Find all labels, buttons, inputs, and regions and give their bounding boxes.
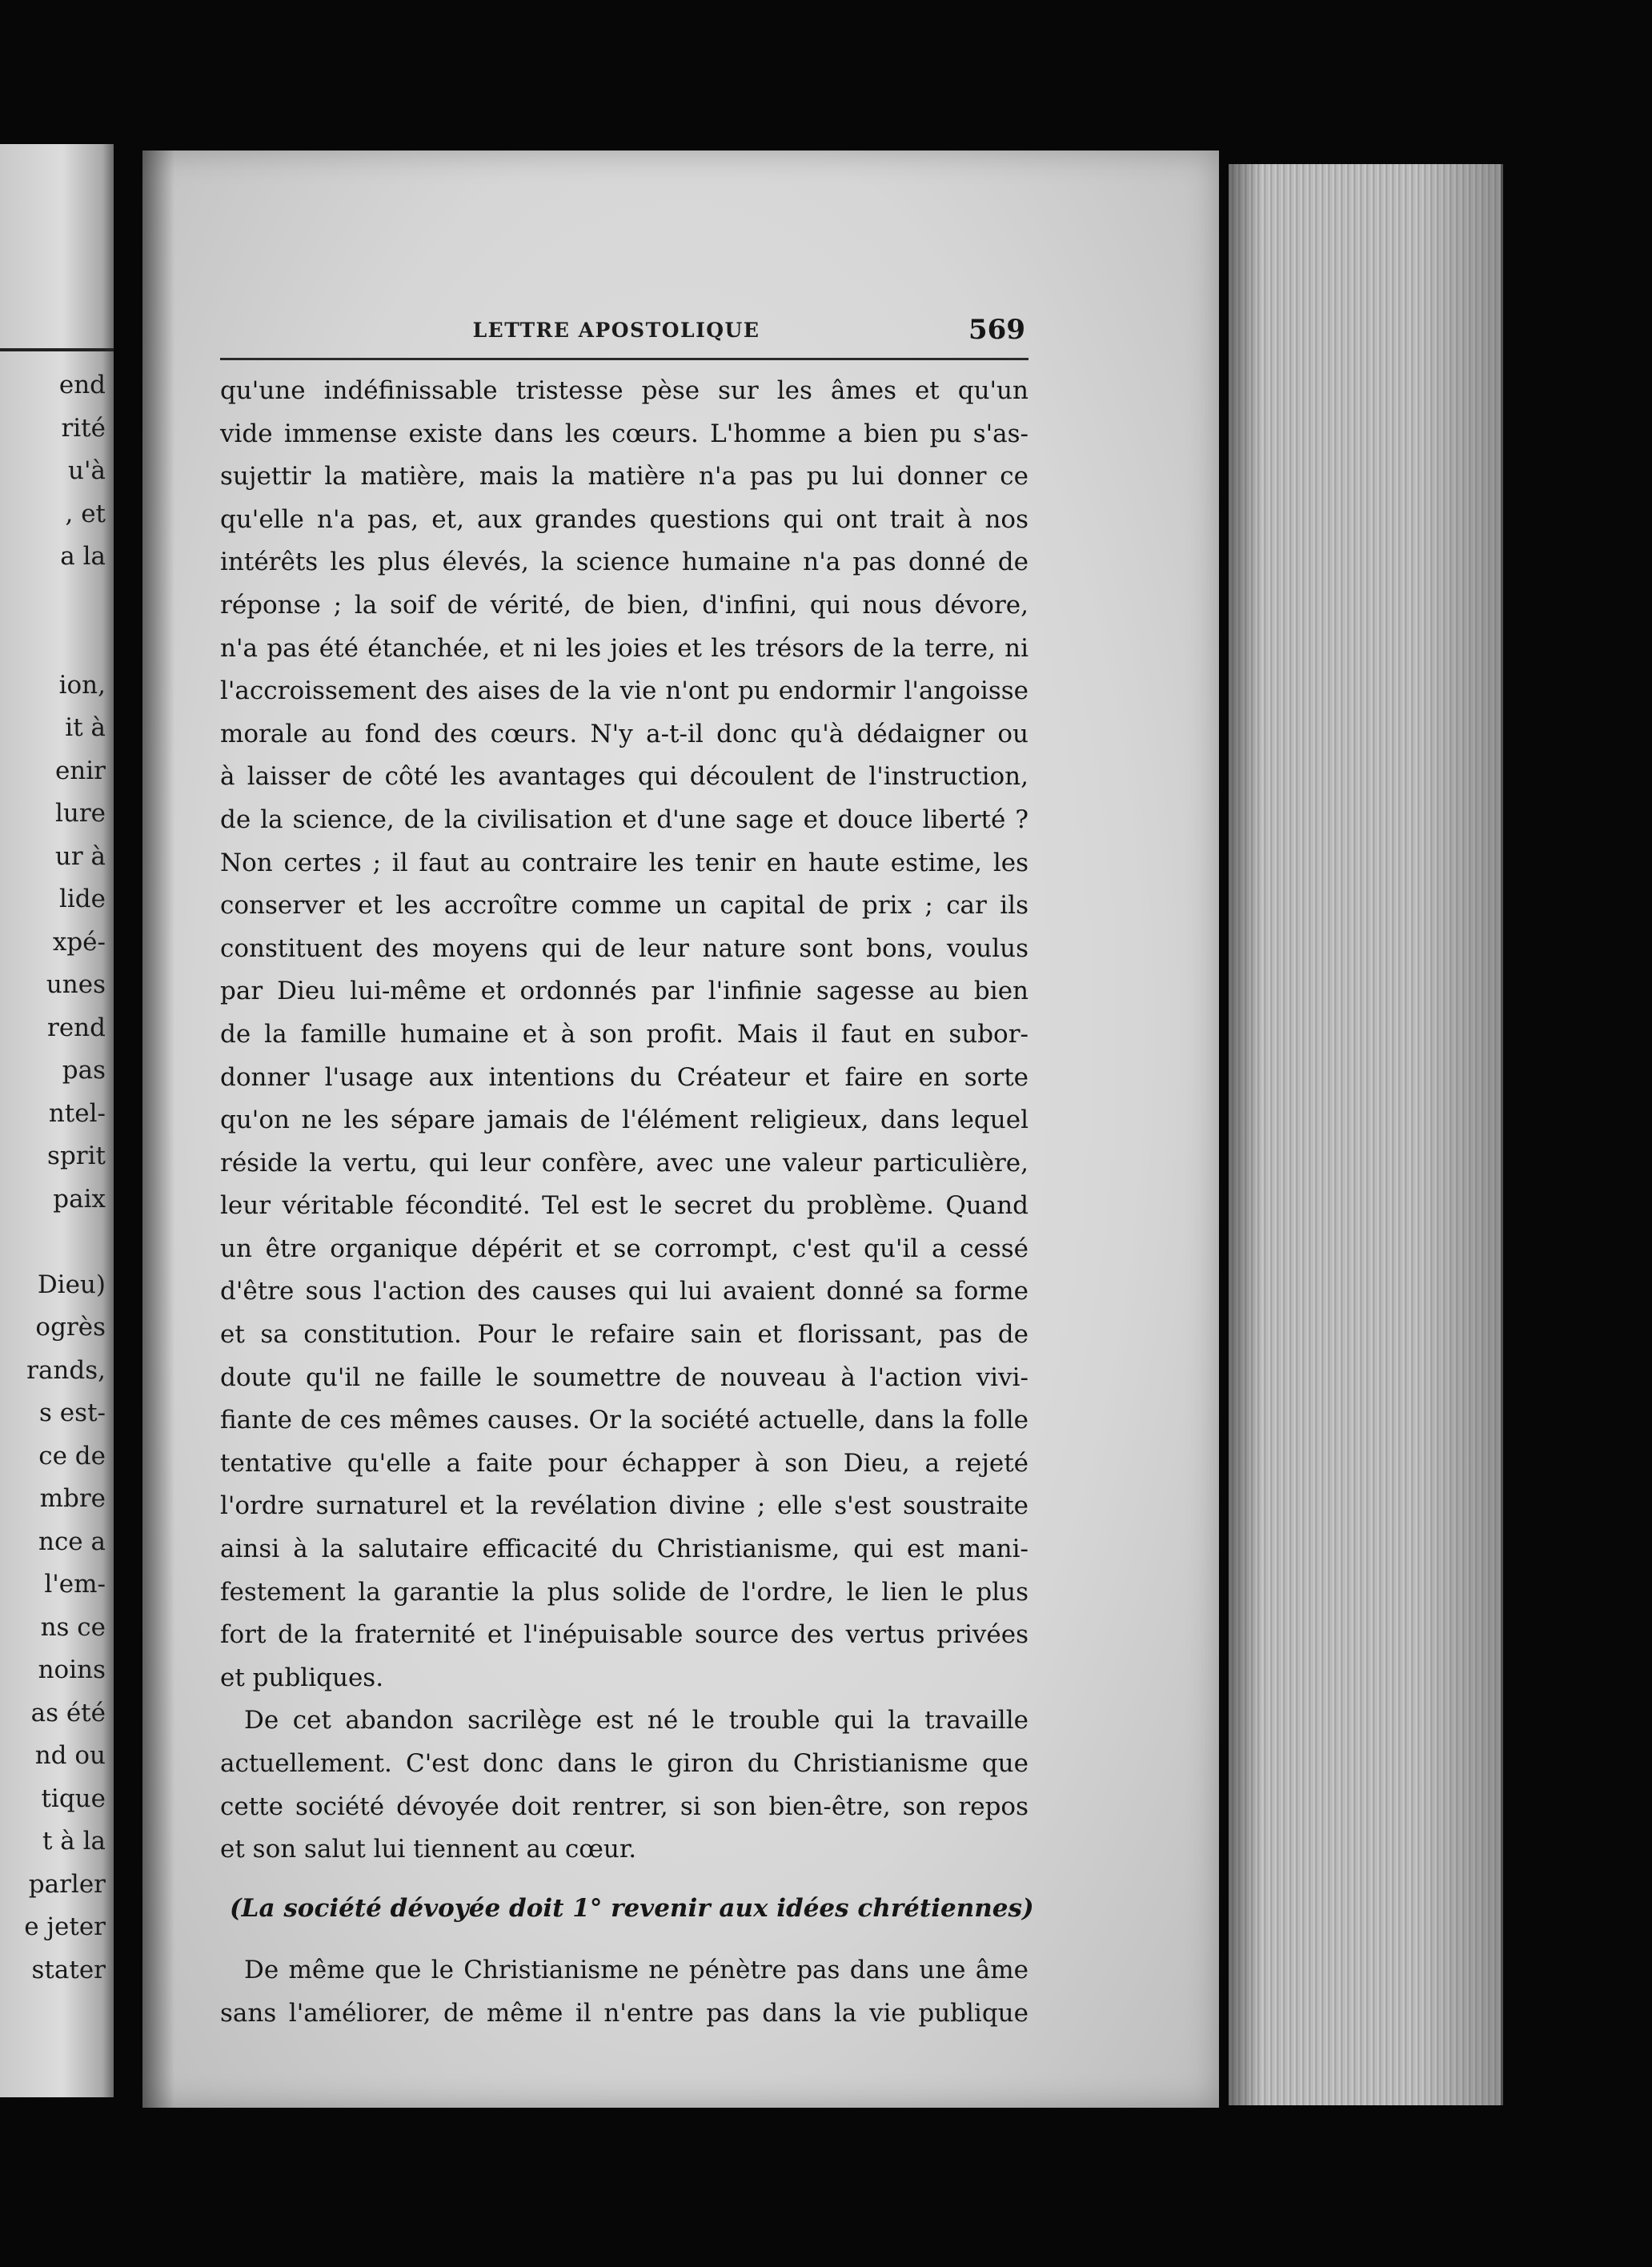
text-line: l'accroissement des aises de la vie n'ont pu endormir l'angoisse xyxy=(220,676,1028,706)
text-line: et son salut lui tiennent au cœur. xyxy=(220,1835,637,1864)
text-line: n'a pas été étanchée, et ni les joies et les trésors de la terre, ni xyxy=(220,633,1028,663)
text-line: vide immense existe dans les cœurs. L'homme a bien pu s'as- xyxy=(220,419,1028,448)
gutter-shadow xyxy=(142,150,174,2108)
left-page-fragment: enir xyxy=(54,756,106,785)
text-line: l'ordre surnaturel et la revélation divine ; elle s'est soustraite xyxy=(220,1491,1028,1521)
text-line: De cet abandon sacrilège est né le trouble qui la travaille xyxy=(244,1706,1028,1735)
text-line: de la famille humaine et à son profit. Mais il faut en subor- xyxy=(220,1019,1028,1049)
text-line: Non certes ; il faut au contraire les tenir en haute estime, les xyxy=(220,848,1028,877)
text-line: sans l'améliorer, de même il n'entre pas dans la vie publique xyxy=(220,1998,1028,2028)
left-page-fragment: ogrès xyxy=(35,1313,106,1342)
fore-edge-shadow xyxy=(1229,164,1501,2105)
left-page-fragment: mbre xyxy=(39,1484,106,1513)
left-page-fragment: Dieu) xyxy=(37,1270,106,1299)
text-line: festement la garantie la plus solide de l'ordre, le lien le plus xyxy=(220,1577,1028,1607)
left-page-fragment: rands, xyxy=(26,1355,106,1385)
text-line: réside la vertu, qui leur confère, avec une valeur particulière, xyxy=(220,1148,1028,1178)
left-page-fragment: end xyxy=(58,371,106,399)
text-line: qu'elle n'a pas, et, aux grandes questions qui ont trait à nos xyxy=(220,504,1028,534)
text-line: constituent des moyens qui de leur nature sont bons, voulus xyxy=(220,933,1028,963)
text-line: et sa constitution. Pour le refaire sain et florissant, pas de xyxy=(220,1320,1028,1350)
left-page-fragment: ur à xyxy=(54,841,106,871)
text-line: et publiques. xyxy=(220,1663,384,1692)
text-line: morale au fond des cœurs. N'y a-t-il donc qu'à dédaigner ou xyxy=(220,719,1028,748)
left-page-fragment: lide xyxy=(58,885,106,913)
text-line: à laisser de côté les avantages qui découlent de l'instruction, xyxy=(220,762,1028,792)
text-line: actuellement. C'est donc dans le giron du Christianisme que xyxy=(220,1749,1028,1778)
left-page-fragment: l'em- xyxy=(44,1570,106,1599)
left-page-fragment: e jeter xyxy=(24,1912,106,1941)
left-page-fragment: ion, xyxy=(58,670,106,700)
left-page-fragment: rité xyxy=(61,413,106,443)
running-head-rule xyxy=(220,358,1028,360)
paragraph-3 xyxy=(220,1949,1028,2035)
left-page-fragment: parler xyxy=(28,1869,106,1899)
left-page-head-rule xyxy=(0,348,114,351)
text-line: par Dieu lui-même et ordonnés par l'infinie sagesse au bien xyxy=(220,977,1028,1006)
paragraph-2 xyxy=(220,1699,1028,1871)
text-line: conserver et les accroître comme un capital de prix ; car ils xyxy=(220,891,1028,921)
left-page-fragment: nd ou xyxy=(34,1741,106,1770)
body-text xyxy=(220,370,1034,2036)
text-line: sujettir la matière, mais la matière n'a pas pu lui donner ce xyxy=(220,462,1028,492)
left-page-fragment: nce a xyxy=(38,1527,106,1556)
text-line: réponse ; la soif de vérité, de bien, d'infini, qui nous dévore, xyxy=(220,590,1028,620)
left-page-fragment: rend xyxy=(47,1013,106,1042)
left-page-fragment: t à la xyxy=(42,1827,106,1856)
text-line: qu'une indéfinissable tristesse pèse sur les âmes et qu'un xyxy=(220,376,1028,405)
left-page-fragment xyxy=(24,579,106,622)
left-page-fragment: , et xyxy=(65,499,106,528)
text-line: un être organique dépérit et se corrompt, c'est qu'il a cessé xyxy=(220,1234,1028,1263)
left-page-fragment: ce de xyxy=(38,1441,106,1471)
text-line: tentative qu'elle a faite pour échapper à son Dieu, a rejeté xyxy=(220,1448,1028,1478)
left-page-fragment xyxy=(24,621,106,664)
text-line: doute qu'il ne faille le soumettre de nouveau à l'action vivi- xyxy=(220,1362,1028,1392)
page-number: 569 xyxy=(968,314,1025,346)
left-page-fragment: a la xyxy=(60,542,106,571)
text-line: fort de la fraternité et l'inépuisable source des vertus privées xyxy=(220,1620,1028,1650)
text-line: intérêts les plus élevés, la science humaine n'a pas donné de xyxy=(220,548,1028,577)
left-page-fragment: lure xyxy=(54,799,106,828)
left-page-fragment: s est- xyxy=(39,1398,106,1427)
text-line: cette société dévoyée doit rentrer, si son bien-être, son repos xyxy=(220,1792,1028,1821)
left-page-fragment: sprit xyxy=(47,1142,106,1170)
left-page-fragment: unes xyxy=(46,970,106,999)
left-page xyxy=(0,144,114,2097)
left-page-fragment xyxy=(24,1221,106,1264)
left-page-text-fragments xyxy=(24,364,106,1992)
text-line: donner l'usage aux intentions du Créateur et faire en sorte xyxy=(220,1062,1028,1092)
left-page-fragment: noins xyxy=(38,1655,106,1684)
text-line: ainsi à la salutaire efficacité du Christianisme, qui est mani- xyxy=(220,1535,1028,1564)
text-line: De même que le Christianisme ne pénètre pas dans une âme xyxy=(244,1956,1028,1985)
left-page-fragment: pas xyxy=(62,1056,106,1085)
left-page-fragment: xpé- xyxy=(52,927,106,957)
left-page-fragment: stater xyxy=(31,1955,106,1984)
left-page-fragment: it à xyxy=(65,713,106,742)
section-heading: (La société dévoyée doit 1° revenir aux idées chrétiennes) xyxy=(230,1893,1034,1923)
left-page-fragment: ns ce xyxy=(40,1612,106,1642)
text-line: fiante de ces mêmes causes. Or la société actuelle, dans la folle xyxy=(220,1406,1028,1435)
text-line: leur véritable fécondité. Tel est le secret du problème. Quand xyxy=(220,1191,1028,1221)
running-head: LETTRE APOSTOLIQUE xyxy=(472,319,760,342)
text-line: de la science, de la civilisation et d'une sage et douce liberté ? xyxy=(220,804,1028,834)
left-page-fragment: u'à xyxy=(68,456,106,485)
paragraph-1 xyxy=(220,370,1028,1699)
left-page-fragment: as été xyxy=(30,1698,106,1727)
text-line: qu'on ne les sépare jamais de l'élément religieux, dans lequel xyxy=(220,1105,1028,1135)
left-page-fragment: paix xyxy=(53,1184,106,1214)
left-page-fragment: ntel- xyxy=(48,1098,106,1128)
left-page-fragment: tique xyxy=(41,1784,106,1813)
text-line: d'être sous l'action des causes qui lui avaient donné sa forme xyxy=(220,1277,1028,1306)
